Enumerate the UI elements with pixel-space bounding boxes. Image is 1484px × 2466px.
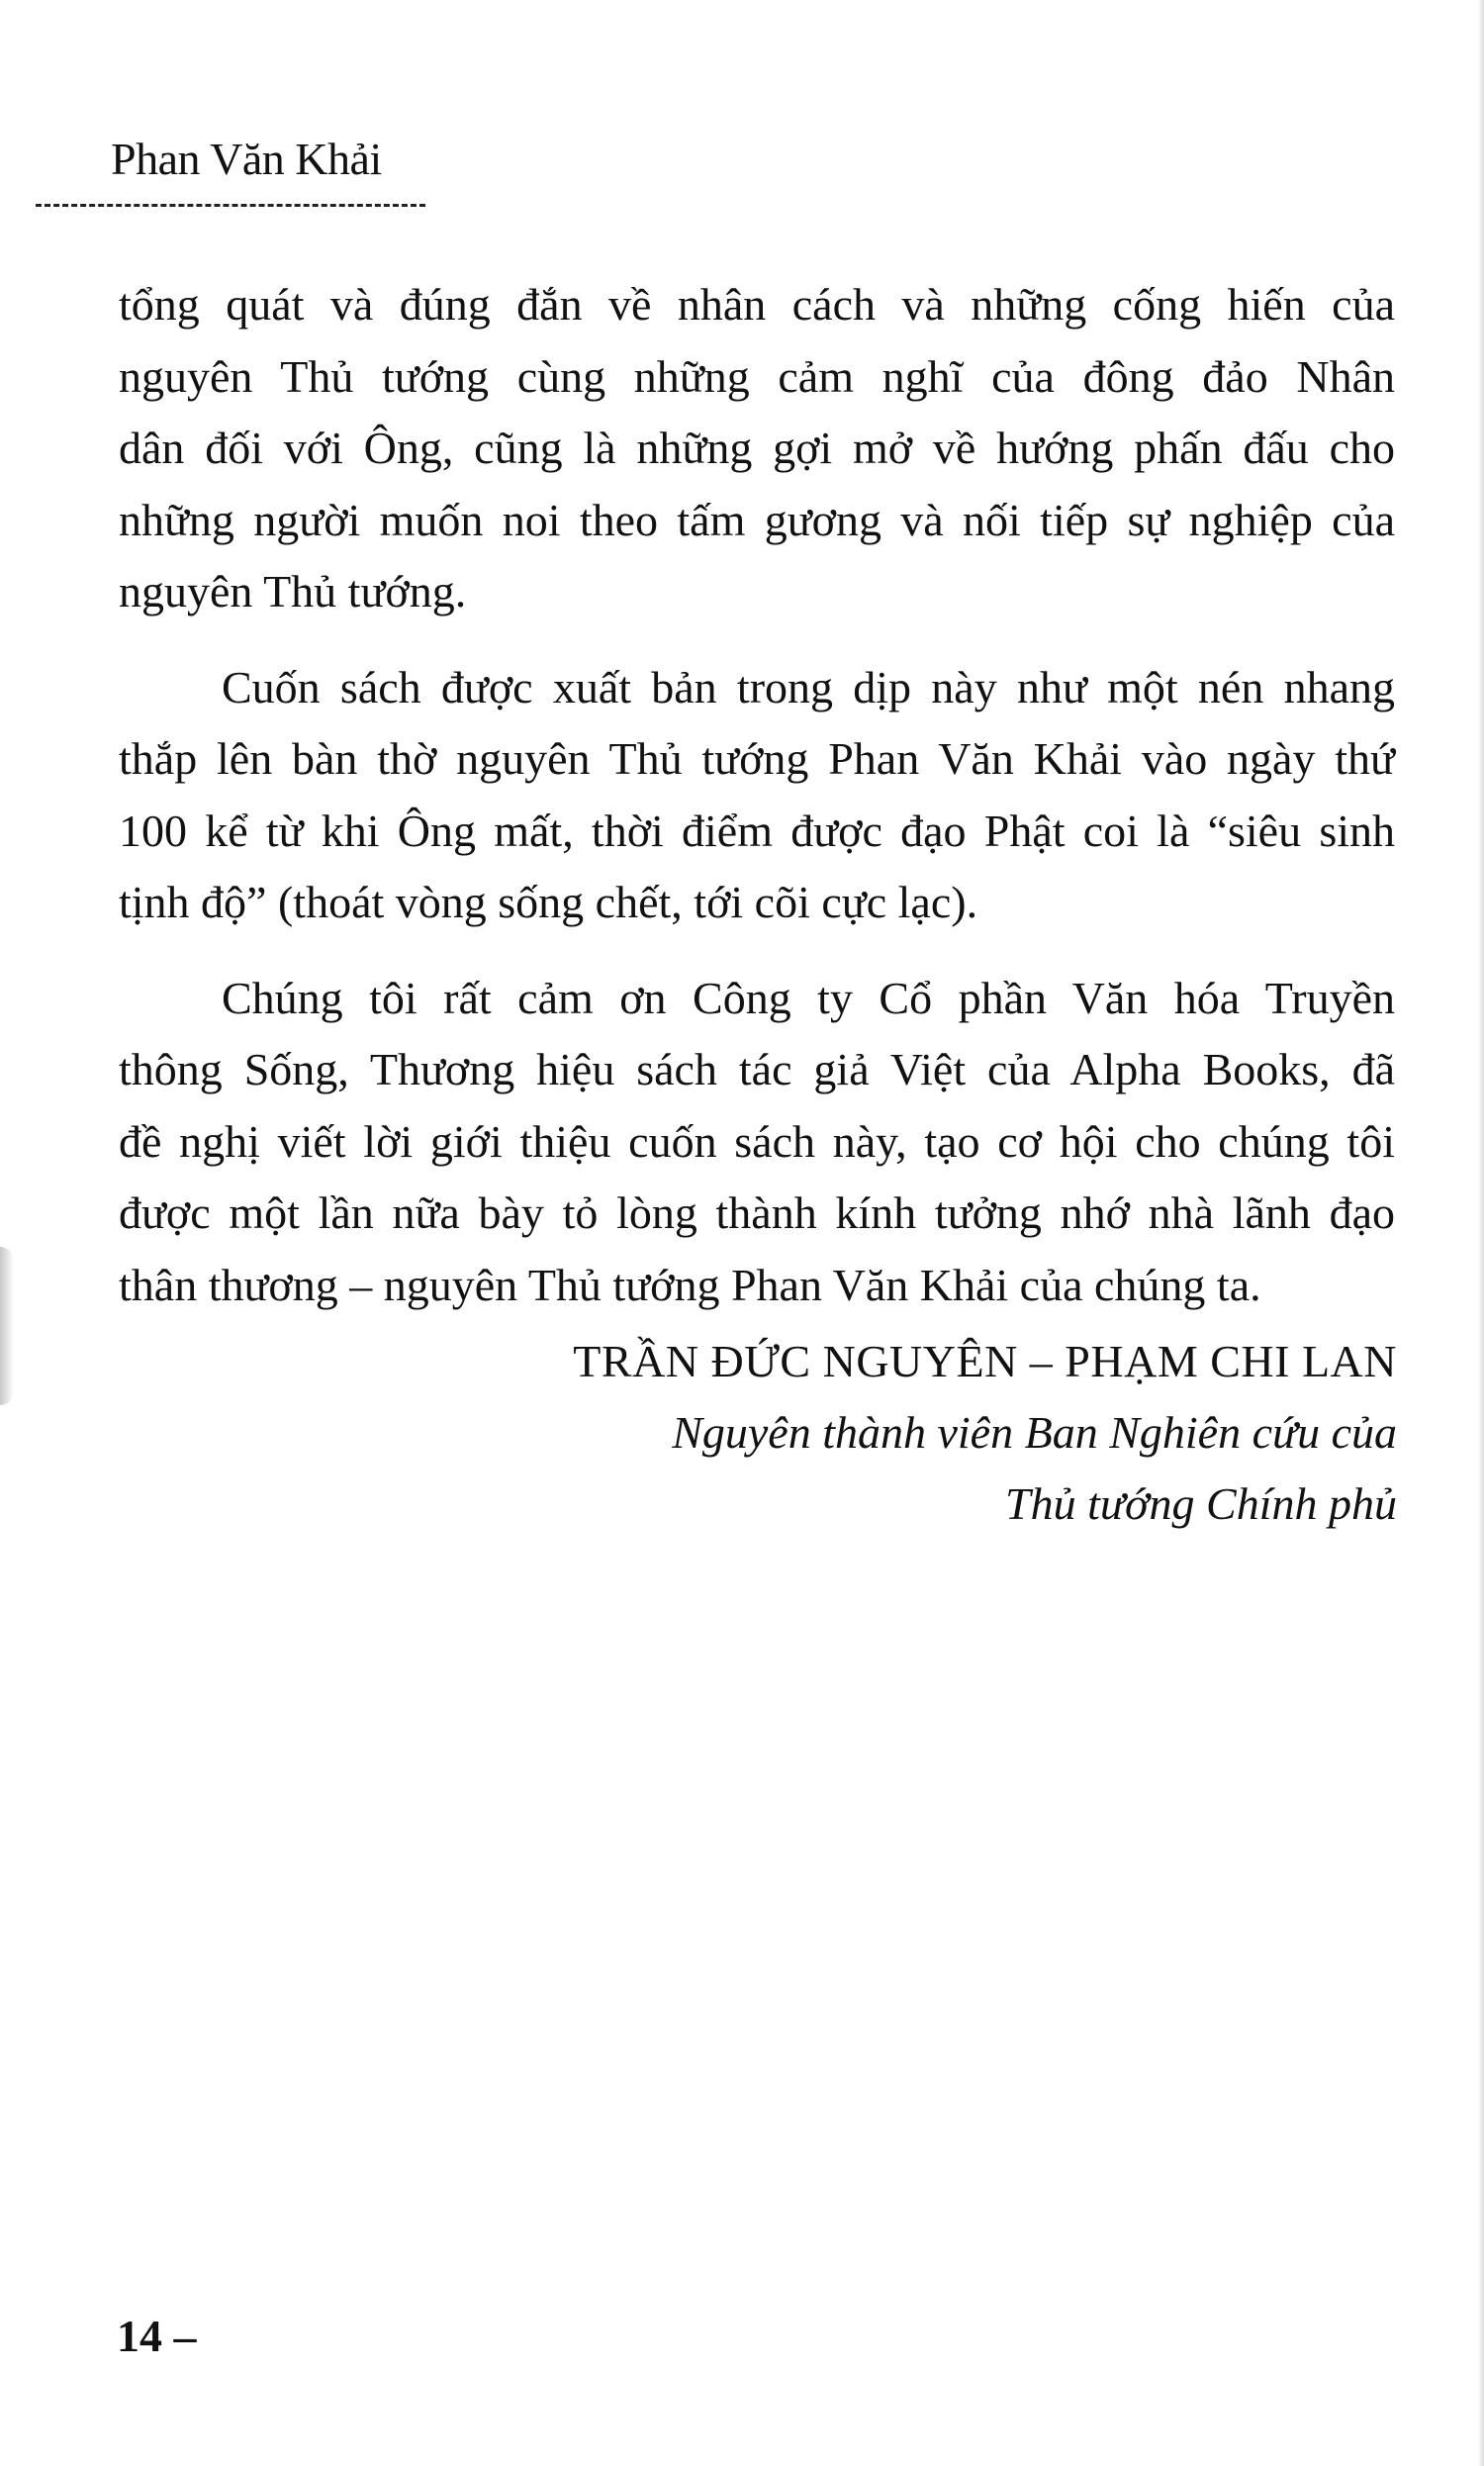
page-number: 14 –	[117, 2311, 197, 2361]
text-line: dân đối với Ông, cũng là những gợi mở về hướng phấn đấu cho	[119, 423, 1395, 473]
text-line: tổng quát và đúng đắn về nhân cách và những cống hiến của	[119, 279, 1395, 330]
text-line: 100 kể từ khi Ông mất, thời điểm được đạo Phật coi là “siêu sinh	[119, 805, 1395, 856]
text-line: nguyên Thủ tướng.	[119, 566, 467, 616]
text-line: thân thương – nguyên Thủ tướng Phan Văn Khải của chúng ta.	[119, 1259, 1261, 1310]
text-line: những người muốn noi theo tấm gương và nối tiếp sự nghiệp của	[119, 494, 1395, 545]
text-line: thông Sống, Thương hiệu sách tác giả Việt của Alpha Books, đã	[119, 1044, 1395, 1094]
paragraph-1	[119, 269, 1395, 628]
running-head: Phan Văn Khải	[111, 134, 382, 184]
signature-role-line-2: Thủ tướng Chính phủ	[1005, 1478, 1397, 1529]
text-line: đề nghị viết lời giới thiệu cuốn sách này, tạo cơ hội cho chúng tôi	[119, 1115, 1395, 1167]
text-line: tịnh độ” (thoát vòng sống chết, tới cõi cực lạc).	[119, 877, 978, 927]
text-line: được một lần nữa bày tỏ lòng thành kính tưởng nhớ nhà lãnh đạo	[119, 1187, 1395, 1238]
text-line: thắp lên bàn thờ nguyên Thủ tướng Phan Văn Khải vào ngày thứ	[119, 733, 1395, 784]
text-line: nguyên Thủ tướng cùng những cảm nghĩ của đông đảo Nhân	[119, 350, 1395, 402]
signature-names: TRẦN ĐỨC NGUYÊN – PHẠM CHI LAN	[573, 1336, 1397, 1386]
paragraph-3	[119, 963, 1395, 1322]
paragraph-2	[119, 652, 1395, 939]
body-text	[119, 269, 1395, 1321]
running-head-rule	[36, 204, 425, 207]
text-line: Cuốn sách được xuất bản trong dịp này như một nén nhang	[222, 661, 1395, 712]
signature-role-line-1: Nguyên thành viên Ban Nghiên cứu của	[672, 1407, 1397, 1458]
text-line: Chúng tôi rất cảm ơn Công ty Cổ phần Văn hóa Truyền	[222, 972, 1395, 1023]
signature-block	[573, 1326, 1397, 1540]
page-edge-shadow	[0, 1247, 14, 1405]
page-right-edge	[1478, 0, 1484, 2466]
